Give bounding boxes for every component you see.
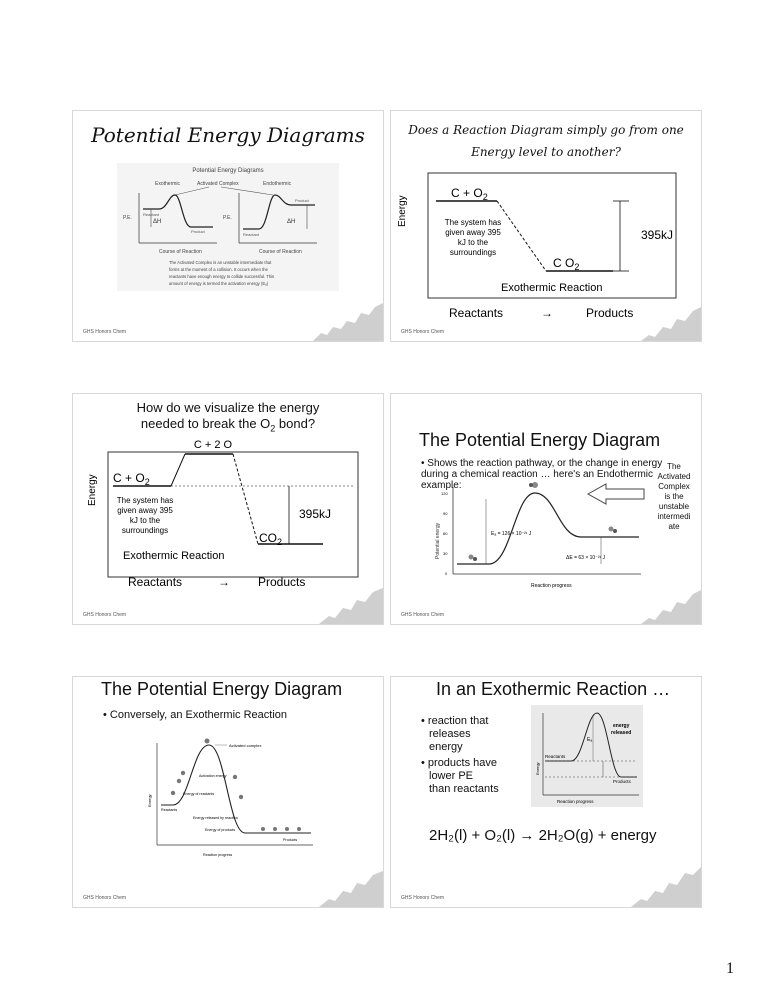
slide-5: [72, 676, 384, 908]
fig-activated-label: Activated Complex: [197, 181, 239, 187]
s3-q-end: bond?: [275, 416, 316, 431]
fig-product-left: Product: [191, 229, 205, 234]
fig-dh-left: ΔH: [153, 219, 162, 225]
svg-text:C + O2: [113, 471, 150, 487]
callout-line-6: intermedi: [657, 512, 691, 521]
slide-6: [390, 676, 702, 908]
rock-decoration: [319, 871, 383, 907]
svg-text:C + O2: [451, 186, 488, 202]
g5-x-axis: Reaction progress: [203, 853, 233, 857]
g6-y-axis: Energy: [535, 762, 540, 775]
rock-decoration: [641, 307, 701, 341]
g4-tick-120: 120: [441, 491, 448, 496]
g4-tick-0: 0: [445, 571, 448, 576]
rock-decoration: [319, 588, 383, 624]
slide-6-bullet-2: [421, 757, 499, 796]
slide-2-title-line-1: Does a Reaction Diagram simply go from one: [408, 123, 684, 137]
g4-y-axis: Potential energy: [435, 522, 441, 559]
s2-arrow: →: [541, 306, 553, 320]
slide-5-footer: GHS Honors Chem: [83, 895, 127, 901]
page-number: 1: [726, 960, 734, 977]
g5-activated: Activated complex: [229, 743, 262, 748]
g6-products: Products: [613, 779, 631, 784]
s2-note-2: given away 395: [445, 228, 501, 237]
b1-line-1: • reaction that: [421, 715, 489, 727]
slide-6-equation: 2H₂(l) + O₂(l) → 2H₂O(g) + energy: [429, 827, 657, 844]
callout-line-5: unstable: [658, 502, 690, 511]
slide-5-title: The Potential Energy Diagram: [101, 679, 343, 699]
fig-exo-label: Exothermic: [155, 181, 181, 187]
s3-note-3: kJ to the: [129, 516, 161, 525]
b2-line-1: • products have: [421, 757, 498, 769]
fig-caption-1: The Activated Complex is an unstable intermediate that: [169, 260, 272, 265]
svg-text:C O2: [553, 256, 579, 272]
s3-reactants: Reactants: [128, 575, 183, 589]
s3-q-text: needed to break the O: [140, 416, 271, 431]
fig-reactant-right: Reactant: [243, 232, 260, 237]
exothermic-graph: [143, 737, 318, 861]
s3-peak-species: C + 2 O: [193, 439, 233, 451]
slide-3: [72, 393, 384, 625]
callout-line-3: Complex: [658, 482, 690, 491]
s2-top-species: C + O: [451, 186, 483, 200]
s3-note-4: surroundings: [121, 526, 169, 535]
slide-4-bullet: • Shows the reaction pathway, or the change in energy during a chemical reaction … here's an Endothermic example:: [421, 458, 663, 491]
b1-line-3: energy: [429, 741, 463, 753]
b2-line-3: than reactants: [429, 783, 499, 795]
g6-released-1: energy: [613, 723, 630, 729]
g5-energy-products: Energy of products: [205, 828, 236, 832]
s2-note-1: The system has: [444, 218, 502, 227]
s2-energy-axis: Energy: [397, 195, 408, 227]
s2-products: Products: [586, 306, 634, 320]
fig-product-right: Product: [295, 198, 309, 203]
slide-2-footer: GHS Honors Chem: [401, 329, 445, 335]
s3-top-species: C + O: [113, 471, 145, 485]
s3-note-1: The system has: [116, 496, 174, 505]
fig-endo-label: Endothermic: [263, 181, 292, 187]
slide-6-footer: GHS Honors Chem: [401, 895, 445, 901]
s2-reaction-type: Exothermic Reaction: [501, 282, 603, 294]
s3-arrow: →: [218, 575, 230, 589]
s3-note-2: given away 395: [117, 506, 173, 515]
s2-reactants: Reactants: [449, 306, 504, 320]
s2-bottom-sub: 2: [574, 262, 580, 272]
s3-top-sub: 2: [144, 477, 150, 487]
g5-activation: Activation energy: [199, 774, 227, 778]
slide-3-footer: GHS Honors Chem: [83, 612, 127, 618]
s3-bottom-species: CO: [259, 531, 277, 545]
fig-pe-left: P.E.: [123, 215, 132, 221]
fig-course-left: Course of Reaction: [159, 249, 202, 255]
fig-caption-2: forms at the moment of a collision. It occurs when the: [169, 267, 268, 272]
s2-note-3: kJ to the: [457, 238, 489, 247]
slide-2-title-line-2: Energy level to another?: [471, 145, 621, 159]
fig-pe-right: P.E.: [223, 215, 232, 221]
fig-heading: Potential Energy Diagrams: [192, 168, 264, 174]
slide-6-bullet-1: [421, 715, 488, 754]
slide-3-question-line-1: How do we visualize the energy: [136, 400, 320, 415]
slide-1-title: Potential Energy Diagrams: [91, 123, 365, 147]
s3-reaction-type: Exothermic Reaction: [123, 550, 225, 562]
s3-energy-axis: Energy: [87, 474, 98, 506]
g5-released: Energy released by reaction: [193, 816, 238, 820]
s3-products: Products: [258, 575, 306, 589]
g4-x-axis: Reaction progress: [531, 583, 572, 589]
g5-energy-reactants: Energy of reactants: [183, 792, 215, 796]
svg-text:CO2: [259, 531, 282, 547]
s2-note-4: surroundings: [449, 248, 497, 257]
s3-q-sub: 2: [270, 423, 276, 434]
slide-1-footer: GHS Honors Chem: [83, 329, 127, 335]
fig-caption-3: reactants have enough energy to collide successful. This: [169, 274, 275, 279]
exothermic-graph-2: [531, 705, 643, 807]
s2-bottom-species: C O: [553, 256, 575, 270]
b2-line-2: lower PE: [429, 770, 474, 782]
g5-y-axis: Energy: [147, 794, 152, 807]
b1-line-2: releases: [429, 728, 471, 740]
slide-5-bullet: • Conversely, an Exothermic Reaction: [103, 709, 288, 721]
slide-2: [390, 110, 702, 342]
g4-tick-30: 30: [443, 551, 448, 556]
g6-ea: Eₐ: [587, 737, 593, 743]
s2-energy-value: 395kJ: [641, 228, 674, 242]
slide-4-title: The Potential Energy Diagram: [419, 430, 661, 450]
fig-course-right: Course of Reaction: [259, 249, 302, 255]
g4-tick-90: 90: [443, 511, 448, 516]
rock-decoration: [313, 303, 383, 341]
g5-reactants: Reactants: [161, 808, 178, 812]
g4-ea: Eₐ = 126 × 10⁻²¹ J: [491, 531, 532, 537]
rock-decoration: [631, 867, 701, 907]
slide-4-callout: [649, 462, 699, 532]
pe-diagram-figure: [117, 163, 339, 291]
g5-products: Products: [283, 838, 298, 842]
rock-decoration: [641, 590, 701, 624]
slide-4-footer: GHS Honors Chem: [401, 612, 445, 618]
g4-tick-60: 60: [443, 531, 448, 536]
pe-diagram-svg: [117, 163, 339, 291]
slide-6-title: In an Exothermic Reaction …: [436, 679, 671, 699]
g4-de: ΔE = 63 × 10⁻²¹ J: [566, 555, 606, 561]
callout-line-1: The: [667, 462, 681, 471]
slide-1: [72, 110, 384, 342]
fig-reactant-left: Reactant: [143, 212, 160, 217]
s3-energy-value: 395kJ: [299, 507, 332, 521]
callout-line-2: Activated: [657, 472, 691, 481]
slide-4: [390, 393, 702, 625]
s3-bottom-sub: 2: [277, 537, 283, 547]
s2-top-sub: 2: [482, 192, 488, 202]
g6-released-2: released: [611, 730, 632, 736]
fig-dh-right: ΔH: [287, 219, 296, 225]
callout-line-4: is the: [664, 492, 684, 501]
callout-line-7: ate: [668, 522, 680, 531]
callout-arrow-icon: [586, 482, 646, 506]
fig-caption-4: amount of energy is termed the activation energy (Eₐ): [169, 281, 269, 286]
g6-reactants: Reactants: [545, 754, 566, 759]
g6-x-axis: Reaction progress: [557, 799, 594, 804]
